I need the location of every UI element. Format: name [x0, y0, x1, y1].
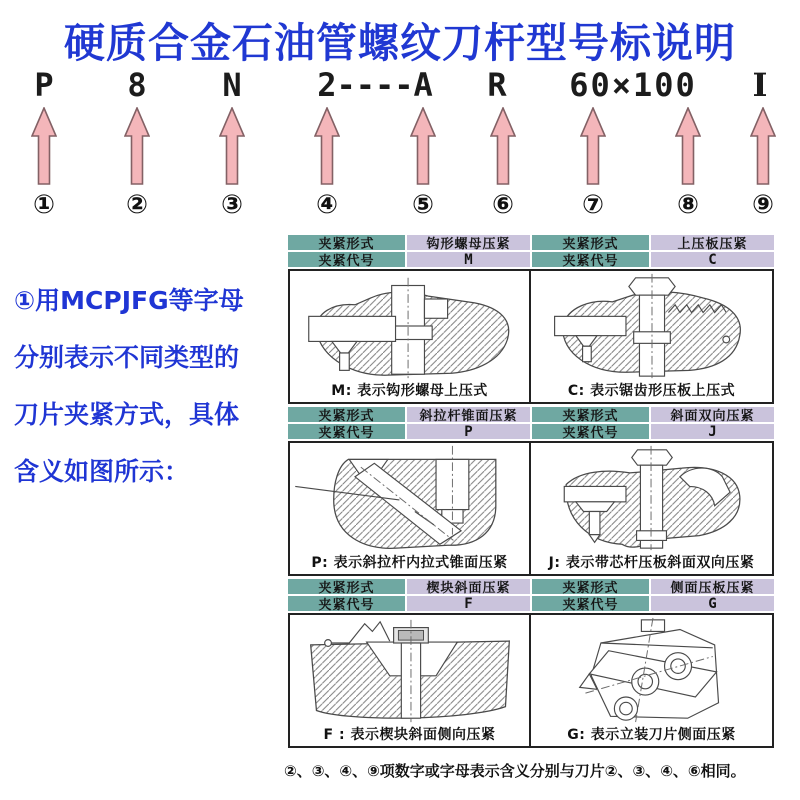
code-value-g: G — [651, 596, 774, 611]
circled-number-1: ① — [32, 190, 55, 220]
form-value-m: 钩形螺母压紧 — [407, 235, 530, 250]
drawing-row-fg — [288, 613, 774, 748]
circled-number-3: ③ — [220, 190, 243, 220]
drawing-row-mc — [288, 269, 774, 404]
clamp-type-table — [288, 235, 774, 751]
header-row-fg — [288, 579, 774, 611]
form-label: 夹紧形式 — [532, 579, 649, 594]
code-token-60x100: 60×100 — [569, 66, 697, 104]
circled-number-5: ⑤ — [411, 190, 434, 220]
code-label: 夹紧代号 — [288, 424, 405, 439]
header-row-mc — [288, 235, 774, 267]
code-value-m: M — [407, 252, 530, 267]
caption-m: M: 表示钩形螺母上压式 — [331, 383, 488, 399]
up-arrow-icon — [750, 107, 776, 185]
code-label: 夹紧代号 — [532, 424, 649, 439]
up-arrow-icon — [410, 107, 436, 185]
drawing-row-pj — [288, 441, 774, 576]
circled-number-9: ⑨ — [751, 190, 774, 220]
note-block — [14, 272, 294, 500]
caption-p: P: 表示斜拉杆内拉式锥面压紧 — [311, 555, 508, 571]
drawing-box-j — [531, 441, 774, 576]
up-arrow-icon — [124, 107, 150, 185]
drawing-box-m — [288, 269, 531, 404]
form-label: 夹紧形式 — [288, 579, 405, 594]
header-row-pj — [288, 407, 774, 439]
caption-c: C: 表示锯齿形压板上压式 — [567, 383, 736, 399]
code-token-r: R — [487, 66, 507, 104]
circled-number-6: ⑥ — [491, 190, 514, 220]
code-value-c: C — [651, 252, 774, 267]
drawing-box-g — [531, 613, 774, 748]
caption-f: F : 表示楔块斜面侧向压紧 — [323, 727, 496, 743]
note-line: 含义如图所示： — [14, 457, 190, 486]
note-line: 分别表示不同类型的 — [14, 343, 240, 372]
code-token-8: 8 — [127, 66, 147, 104]
form-value-f: 楔块斜面压紧 — [407, 579, 530, 594]
form-label: 夹紧形式 — [532, 235, 649, 250]
footer-note: ②、③、④、⑨项数字或字母表示含义分别与刀片②、③、④、⑥相同。 — [284, 762, 746, 780]
diagram-p-pull-rod — [291, 444, 529, 552]
caption-g: G: 表示立装刀片侧面压紧 — [567, 727, 736, 743]
diagram-f-wedge — [291, 616, 529, 724]
drawing-box-c — [531, 269, 774, 404]
form-value-p: 斜拉杆锥面压紧 — [407, 407, 530, 422]
code-value-p: P — [407, 424, 530, 439]
up-arrow-icon — [490, 107, 516, 185]
code-label: 夹紧代号 — [288, 596, 405, 611]
diagram-g-vertical-insert — [533, 616, 771, 724]
note-line: 刀片夹紧方式，具体 — [14, 400, 240, 429]
form-value-g: 侧面压板压紧 — [651, 579, 774, 594]
form-label: 夹紧形式 — [288, 407, 405, 422]
drawing-box-f — [288, 613, 531, 748]
circled-number-8: ⑧ — [676, 190, 699, 220]
form-label: 夹紧形式 — [532, 407, 649, 422]
form-value-c: 上压板压紧 — [651, 235, 774, 250]
diagram-c-serrated-plate — [533, 272, 771, 380]
code-label: 夹紧代号 — [532, 596, 649, 611]
up-arrow-icon — [580, 107, 606, 185]
circled-number-4: ④ — [315, 190, 338, 220]
code-token-p: P — [34, 66, 54, 104]
caption-j: J: 表示带芯杆压板斜面双向压紧 — [548, 555, 755, 571]
form-value-j: 斜面双向压紧 — [651, 407, 774, 422]
diagram-j-core-rod-plate — [533, 444, 771, 552]
drawing-box-p — [288, 441, 531, 576]
code-label: 夹紧代号 — [532, 252, 649, 267]
circled-number-7: ⑦ — [581, 190, 604, 220]
form-label: 夹紧形式 — [288, 235, 405, 250]
page-title: 硬质合金石油管螺纹刀杆型号标说明 — [64, 19, 736, 67]
code-label: 夹紧代号 — [288, 252, 405, 267]
circled-number-2: ② — [125, 190, 148, 220]
up-arrow-icon — [31, 107, 57, 185]
code-value-j: J — [651, 424, 774, 439]
note-line: ①用MCPJFG等字母 — [14, 286, 244, 315]
up-arrow-icon — [219, 107, 245, 185]
code-token-n: N — [222, 66, 242, 104]
code-token-i: I — [752, 66, 768, 104]
code-value-f: F — [407, 596, 530, 611]
up-arrow-icon — [675, 107, 701, 185]
code-token-2a: 2----A — [317, 66, 433, 104]
up-arrow-icon — [314, 107, 340, 185]
diagram-m-hook-nut — [291, 272, 529, 380]
